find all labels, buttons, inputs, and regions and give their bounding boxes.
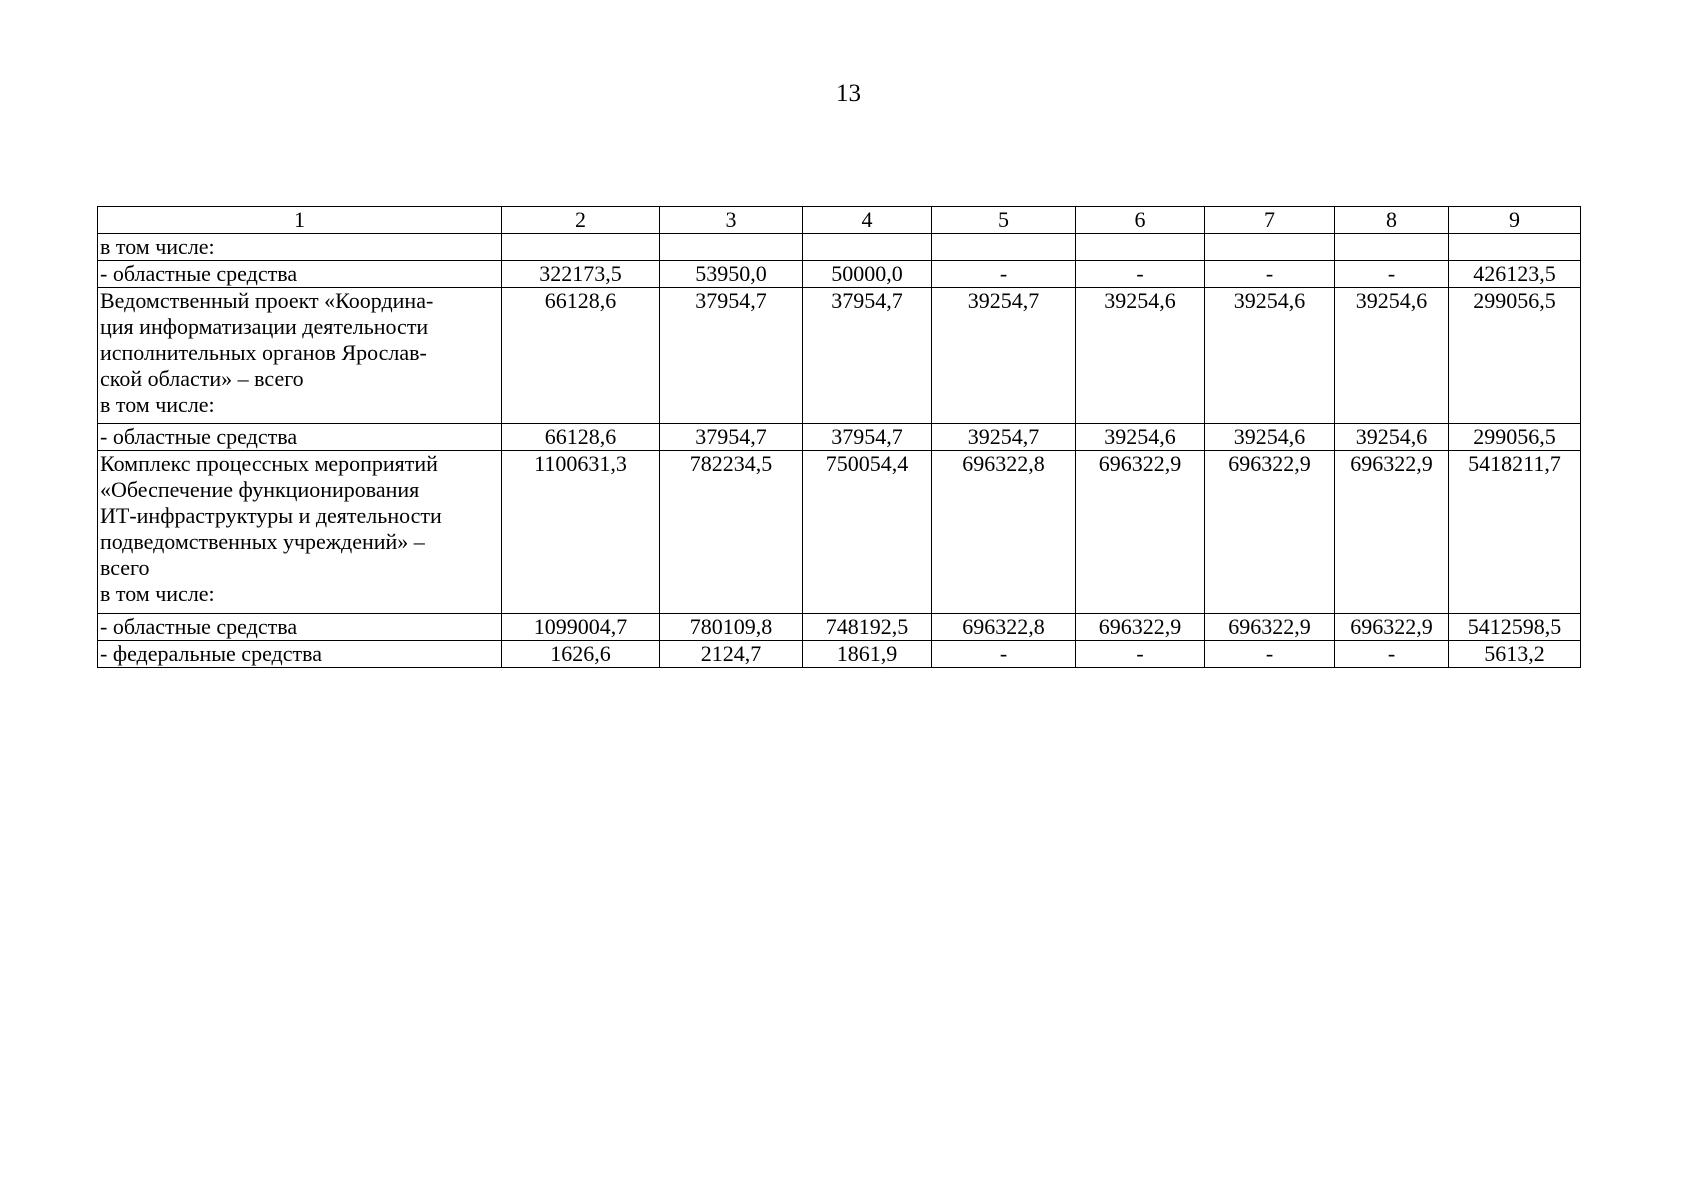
table-cell: 299056,5 [1449, 424, 1581, 451]
page-number: 13 [836, 80, 861, 107]
table-cell: 426123,5 [1449, 261, 1581, 288]
row-label: Комплекс процессных мероприятий «Обеспечение функционирования ИТ-инфраструктуры и деятельности подведомственных учреждений» – всего в том числе: [98, 451, 502, 614]
table-cell [660, 234, 803, 261]
table-cell [1205, 234, 1335, 261]
table-cell: - [1205, 641, 1335, 668]
table-cell: 66128,6 [502, 424, 660, 451]
table-cell: 39254,6 [1076, 288, 1205, 424]
table-cell: 780109,8 [660, 614, 803, 641]
table-cell: 322173,5 [502, 261, 660, 288]
table-cell [803, 234, 932, 261]
table-cell: - [1076, 261, 1205, 288]
table-row [98, 261, 1581, 288]
budget-table [97, 206, 1581, 668]
row-label: Ведомственный проект «Координа- ция информатизации деятельности исполнительных органов Ярослав- ской области» – всего в том числе: [98, 288, 502, 424]
table-cell: 39254,6 [1205, 424, 1335, 451]
row-label: - федеральные средства [98, 641, 502, 668]
column-header: 5 [932, 207, 1076, 234]
table-cell [502, 234, 660, 261]
table-cell: - [932, 641, 1076, 668]
table-cell: 5418211,7 [1449, 451, 1581, 614]
table-cell: - [932, 261, 1076, 288]
table-cell: - [1205, 261, 1335, 288]
row-label: - областные средства [98, 424, 502, 451]
table-cell: 696322,8 [932, 451, 1076, 614]
table-cell: 37954,7 [660, 424, 803, 451]
table-cell: 5613,2 [1449, 641, 1581, 668]
table-row [98, 641, 1581, 668]
table-cell: 299056,5 [1449, 288, 1581, 424]
table-cell: 53950,0 [660, 261, 803, 288]
table-row [98, 234, 1581, 261]
table-cell: 696322,9 [1076, 451, 1205, 614]
table-cell: 696322,9 [1335, 614, 1449, 641]
table-cell [932, 234, 1076, 261]
column-header: 9 [1449, 207, 1581, 234]
table-header-row [98, 207, 1581, 234]
row-label: - областные средства [98, 261, 502, 288]
column-header: 6 [1076, 207, 1205, 234]
table-cell: 37954,7 [803, 288, 932, 424]
row-label: в том числе: [98, 234, 502, 261]
table-cell: 696322,8 [932, 614, 1076, 641]
table-cell: 1626,6 [502, 641, 660, 668]
table-row [98, 288, 1581, 424]
table-row [98, 451, 1581, 614]
column-header: 8 [1335, 207, 1449, 234]
table-cell: 66128,6 [502, 288, 660, 424]
table-cell: 782234,5 [660, 451, 803, 614]
table-cell: 2124,7 [660, 641, 803, 668]
table-cell [1449, 234, 1581, 261]
table-cell: 1099004,7 [502, 614, 660, 641]
table-cell: 37954,7 [660, 288, 803, 424]
column-header: 4 [803, 207, 932, 234]
table-cell: - [1076, 641, 1205, 668]
table-cell: 1100631,3 [502, 451, 660, 614]
table-cell: 696322,9 [1205, 451, 1335, 614]
table-cell [1335, 234, 1449, 261]
table-cell [1076, 234, 1205, 261]
table-cell: 748192,5 [803, 614, 932, 641]
table-cell: 37954,7 [803, 424, 932, 451]
table-cell: 39254,6 [1335, 288, 1449, 424]
table-cell: 696322,9 [1205, 614, 1335, 641]
table-cell: 39254,6 [1076, 424, 1205, 451]
table-cell: - [1335, 641, 1449, 668]
table-cell: 5412598,5 [1449, 614, 1581, 641]
table-cell: 750054,4 [803, 451, 932, 614]
table-cell: 39254,6 [1205, 288, 1335, 424]
table-cell: 696322,9 [1335, 451, 1449, 614]
table-cell: - [1335, 261, 1449, 288]
column-header: 7 [1205, 207, 1335, 234]
table-cell: 39254,7 [932, 424, 1076, 451]
table-cell: 39254,6 [1335, 424, 1449, 451]
table-cell: 39254,7 [932, 288, 1076, 424]
table-row [98, 424, 1581, 451]
table-cell: 1861,9 [803, 641, 932, 668]
row-label: - областные средства [98, 614, 502, 641]
column-header: 2 [502, 207, 660, 234]
table-row [98, 614, 1581, 641]
table-cell: 50000,0 [803, 261, 932, 288]
column-header: 3 [660, 207, 803, 234]
column-header: 1 [98, 207, 502, 234]
table-cell: 696322,9 [1076, 614, 1205, 641]
